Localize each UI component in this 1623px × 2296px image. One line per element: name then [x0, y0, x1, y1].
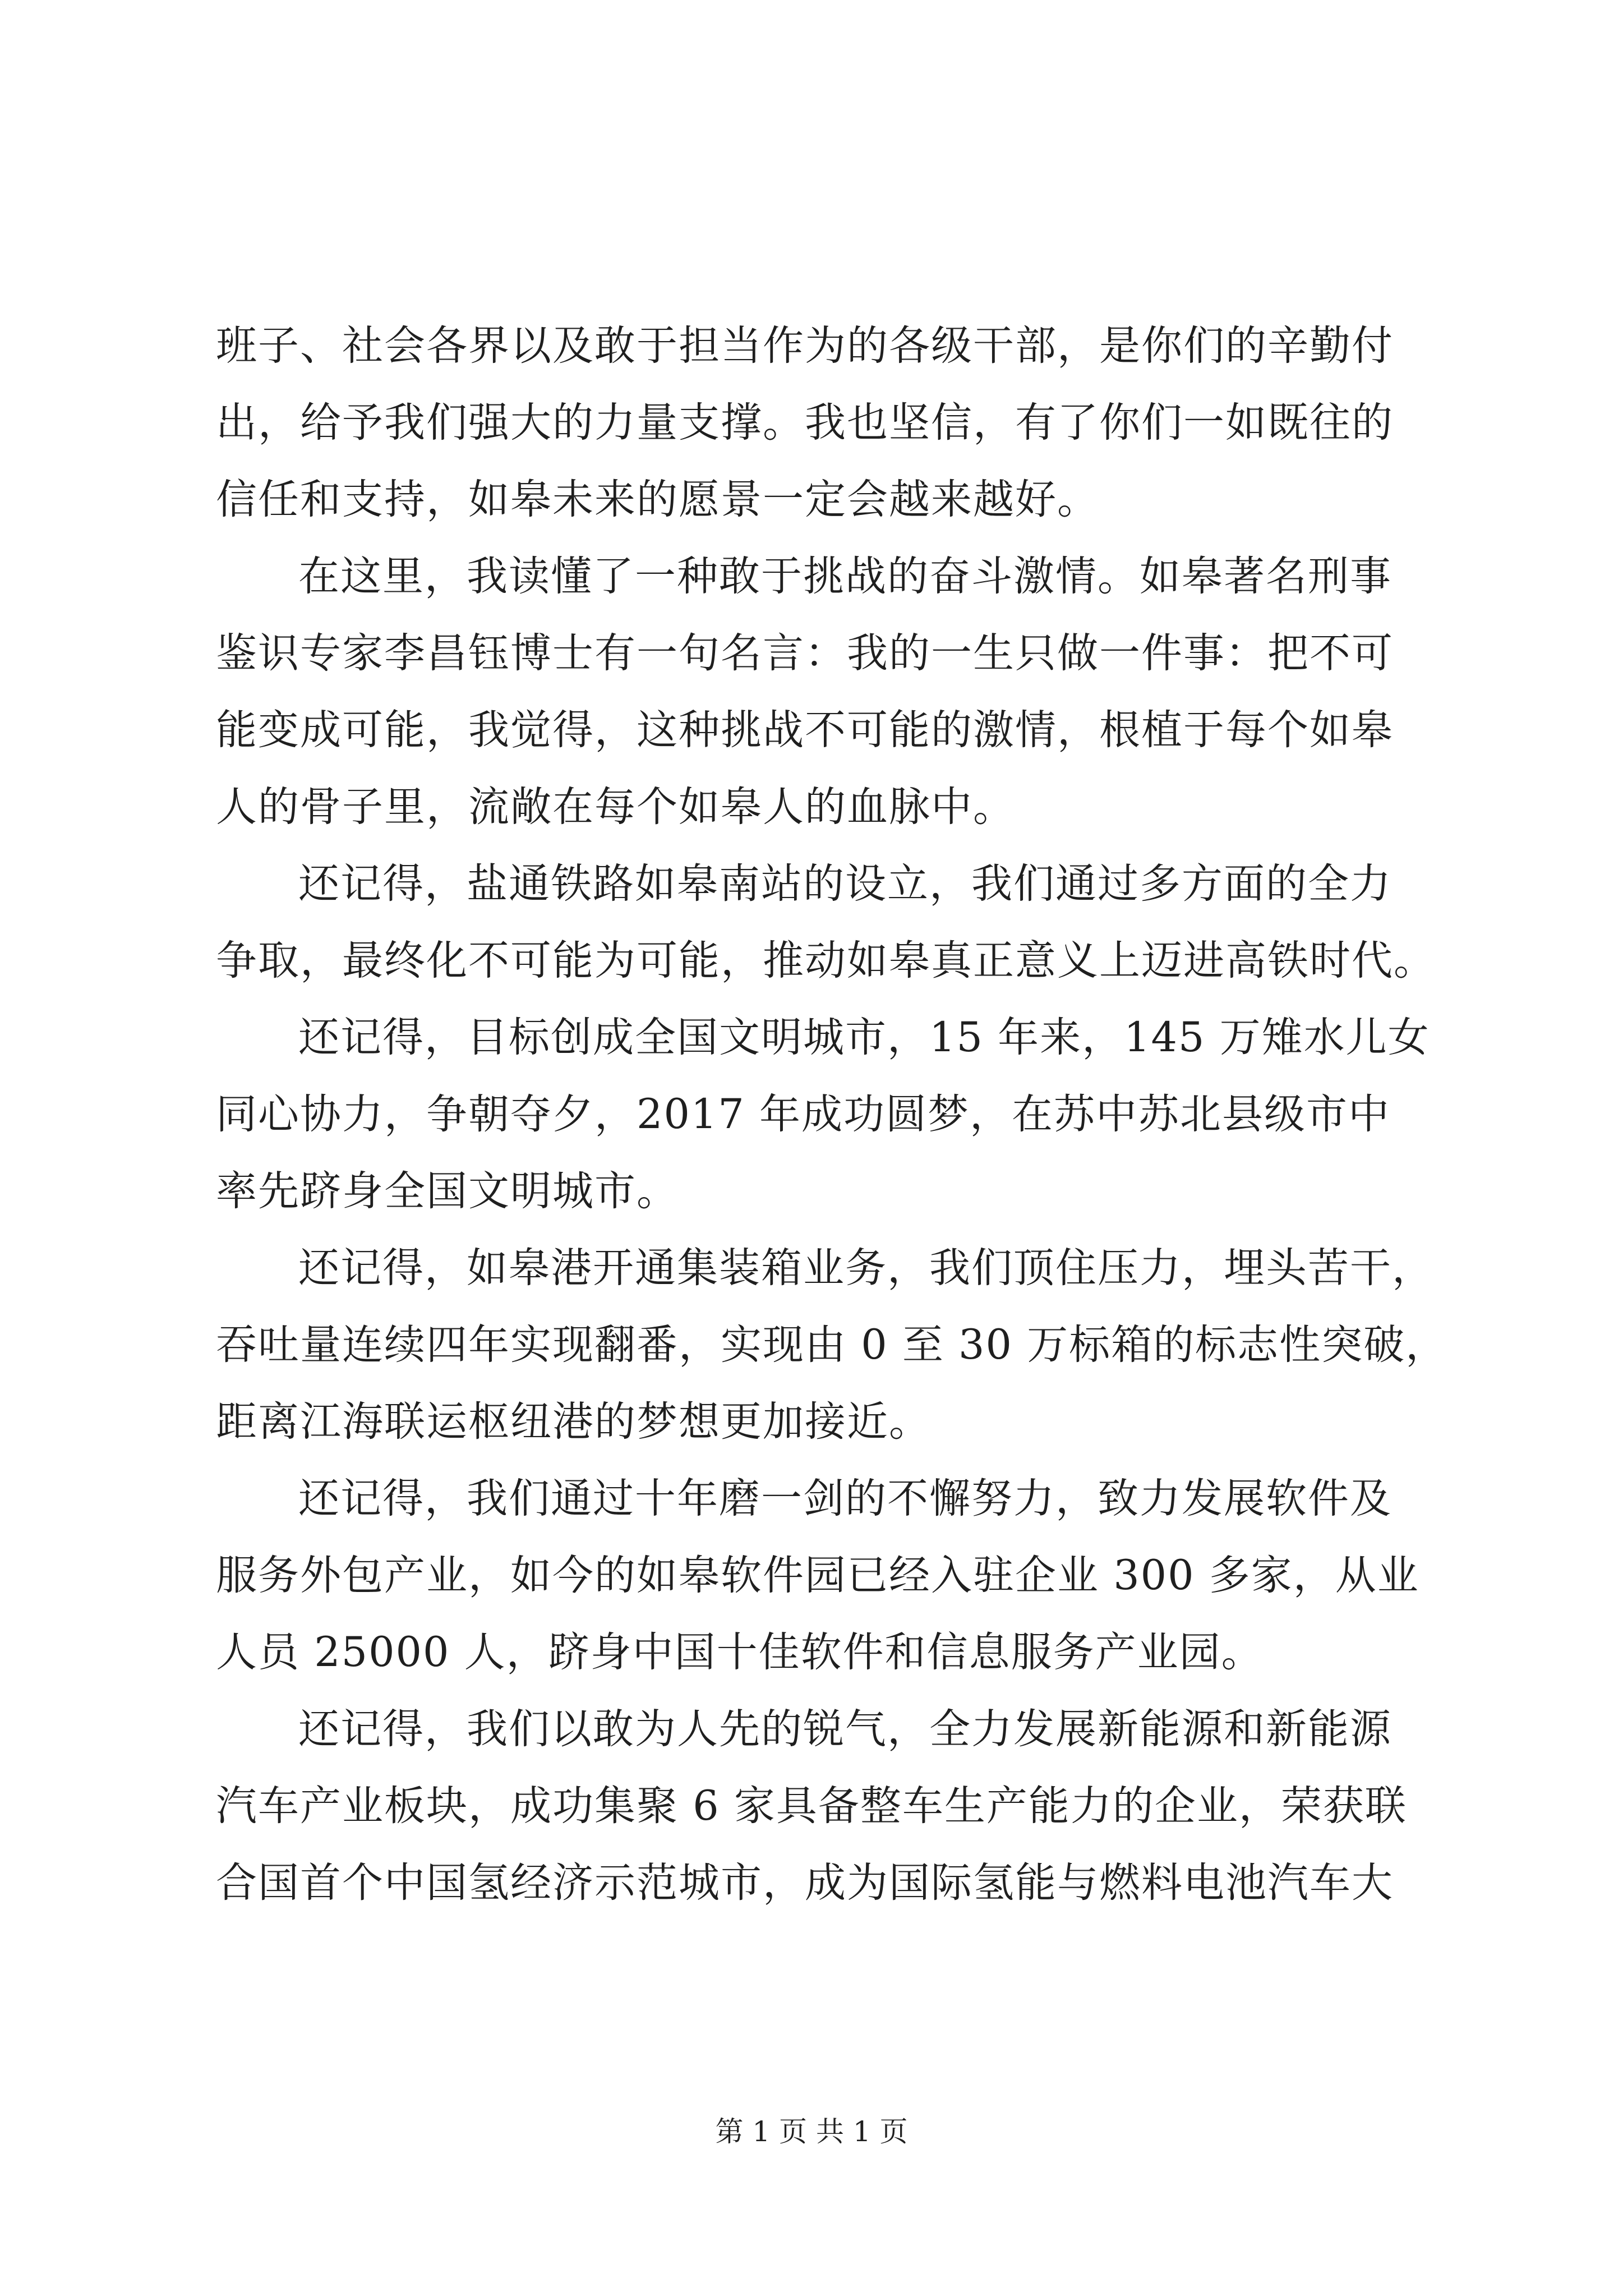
text-line: 人员 25000 人，跻身中国十佳软件和信息服务产业园。 — [216, 1628, 1264, 1676]
text-line: 同心协力，争朝夺夕，2017 年成功圆梦，在苏中苏北县级市中 — [216, 1091, 1390, 1138]
text-line: 能变成可能，我觉得，这种挑战不可能的激情，根植于每个如皋 — [216, 706, 1394, 754]
text-line: 出，给予我们强大的力量支撑。我也坚信，有了你们一如既往的 — [216, 399, 1394, 447]
text-line: 信任和支持，如皋未来的愿景一定会越来越好。 — [216, 476, 1099, 523]
document-body — [216, 307, 1448, 1921]
text-line: 服务外包产业，如今的如皋软件园已经入驻企业 300 多家，从业 — [216, 1552, 1419, 1599]
text-line: 争取，最终化不可能为可能，推动如皋真正意义上迈进高铁时代。 — [216, 937, 1436, 984]
paragraph-start-line: 还记得，目标创成全国文明城市，15 年来，145 万雉水儿女 — [298, 1014, 1430, 1061]
text-line: 人的骨子里，流敞在每个如皋人的血脉中。 — [216, 783, 1015, 831]
text-line: 班子、社会各界以及敢于担当作为的各级干部，是你们的辛勤付 — [216, 322, 1394, 370]
text-line: 汽车产业板块，成功集聚 6 家具备整车生产能力的企业，荣获联 — [216, 1782, 1407, 1830]
text-line: 率先跻身全国文明城市。 — [216, 1167, 679, 1215]
text-line: 合国首个中国氢经济示范城市，成为国际氢能与燃料电池汽车大 — [216, 1859, 1394, 1907]
text-line: 距离江海联运枢纽港的梦想更加接近。 — [216, 1398, 931, 1446]
paragraph-start-line: 还记得，我们通过十年磨一剑的不懈努力，致力发展软件及 — [298, 1475, 1392, 1522]
paragraph-start-line: 还记得，盐通铁路如皋南站的设立，我们通过多方面的全力 — [298, 860, 1392, 908]
paragraph-start-line: 还记得，如皋港开通集装箱业务，我们顶住压力，埋头苦干， — [298, 1244, 1434, 1292]
paragraph-start-line: 还记得，我们以敢为人先的锐气，全力发展新能源和新能源 — [298, 1705, 1392, 1753]
paragraph-start-line: 在这里，我读懂了一种敢于挑战的奋斗激情。如皋著名刑事 — [298, 553, 1392, 600]
text-line: 吞吐量连续四年实现翻番，实现由 0 至 30 万标箱的标志性突破， — [216, 1321, 1448, 1369]
text-line: 鉴识专家李昌钰博士有一句名言：我的一生只做一件事：把不可 — [216, 629, 1394, 677]
page-footer: 第 1 页 共 1 页 — [715, 2115, 908, 2148]
